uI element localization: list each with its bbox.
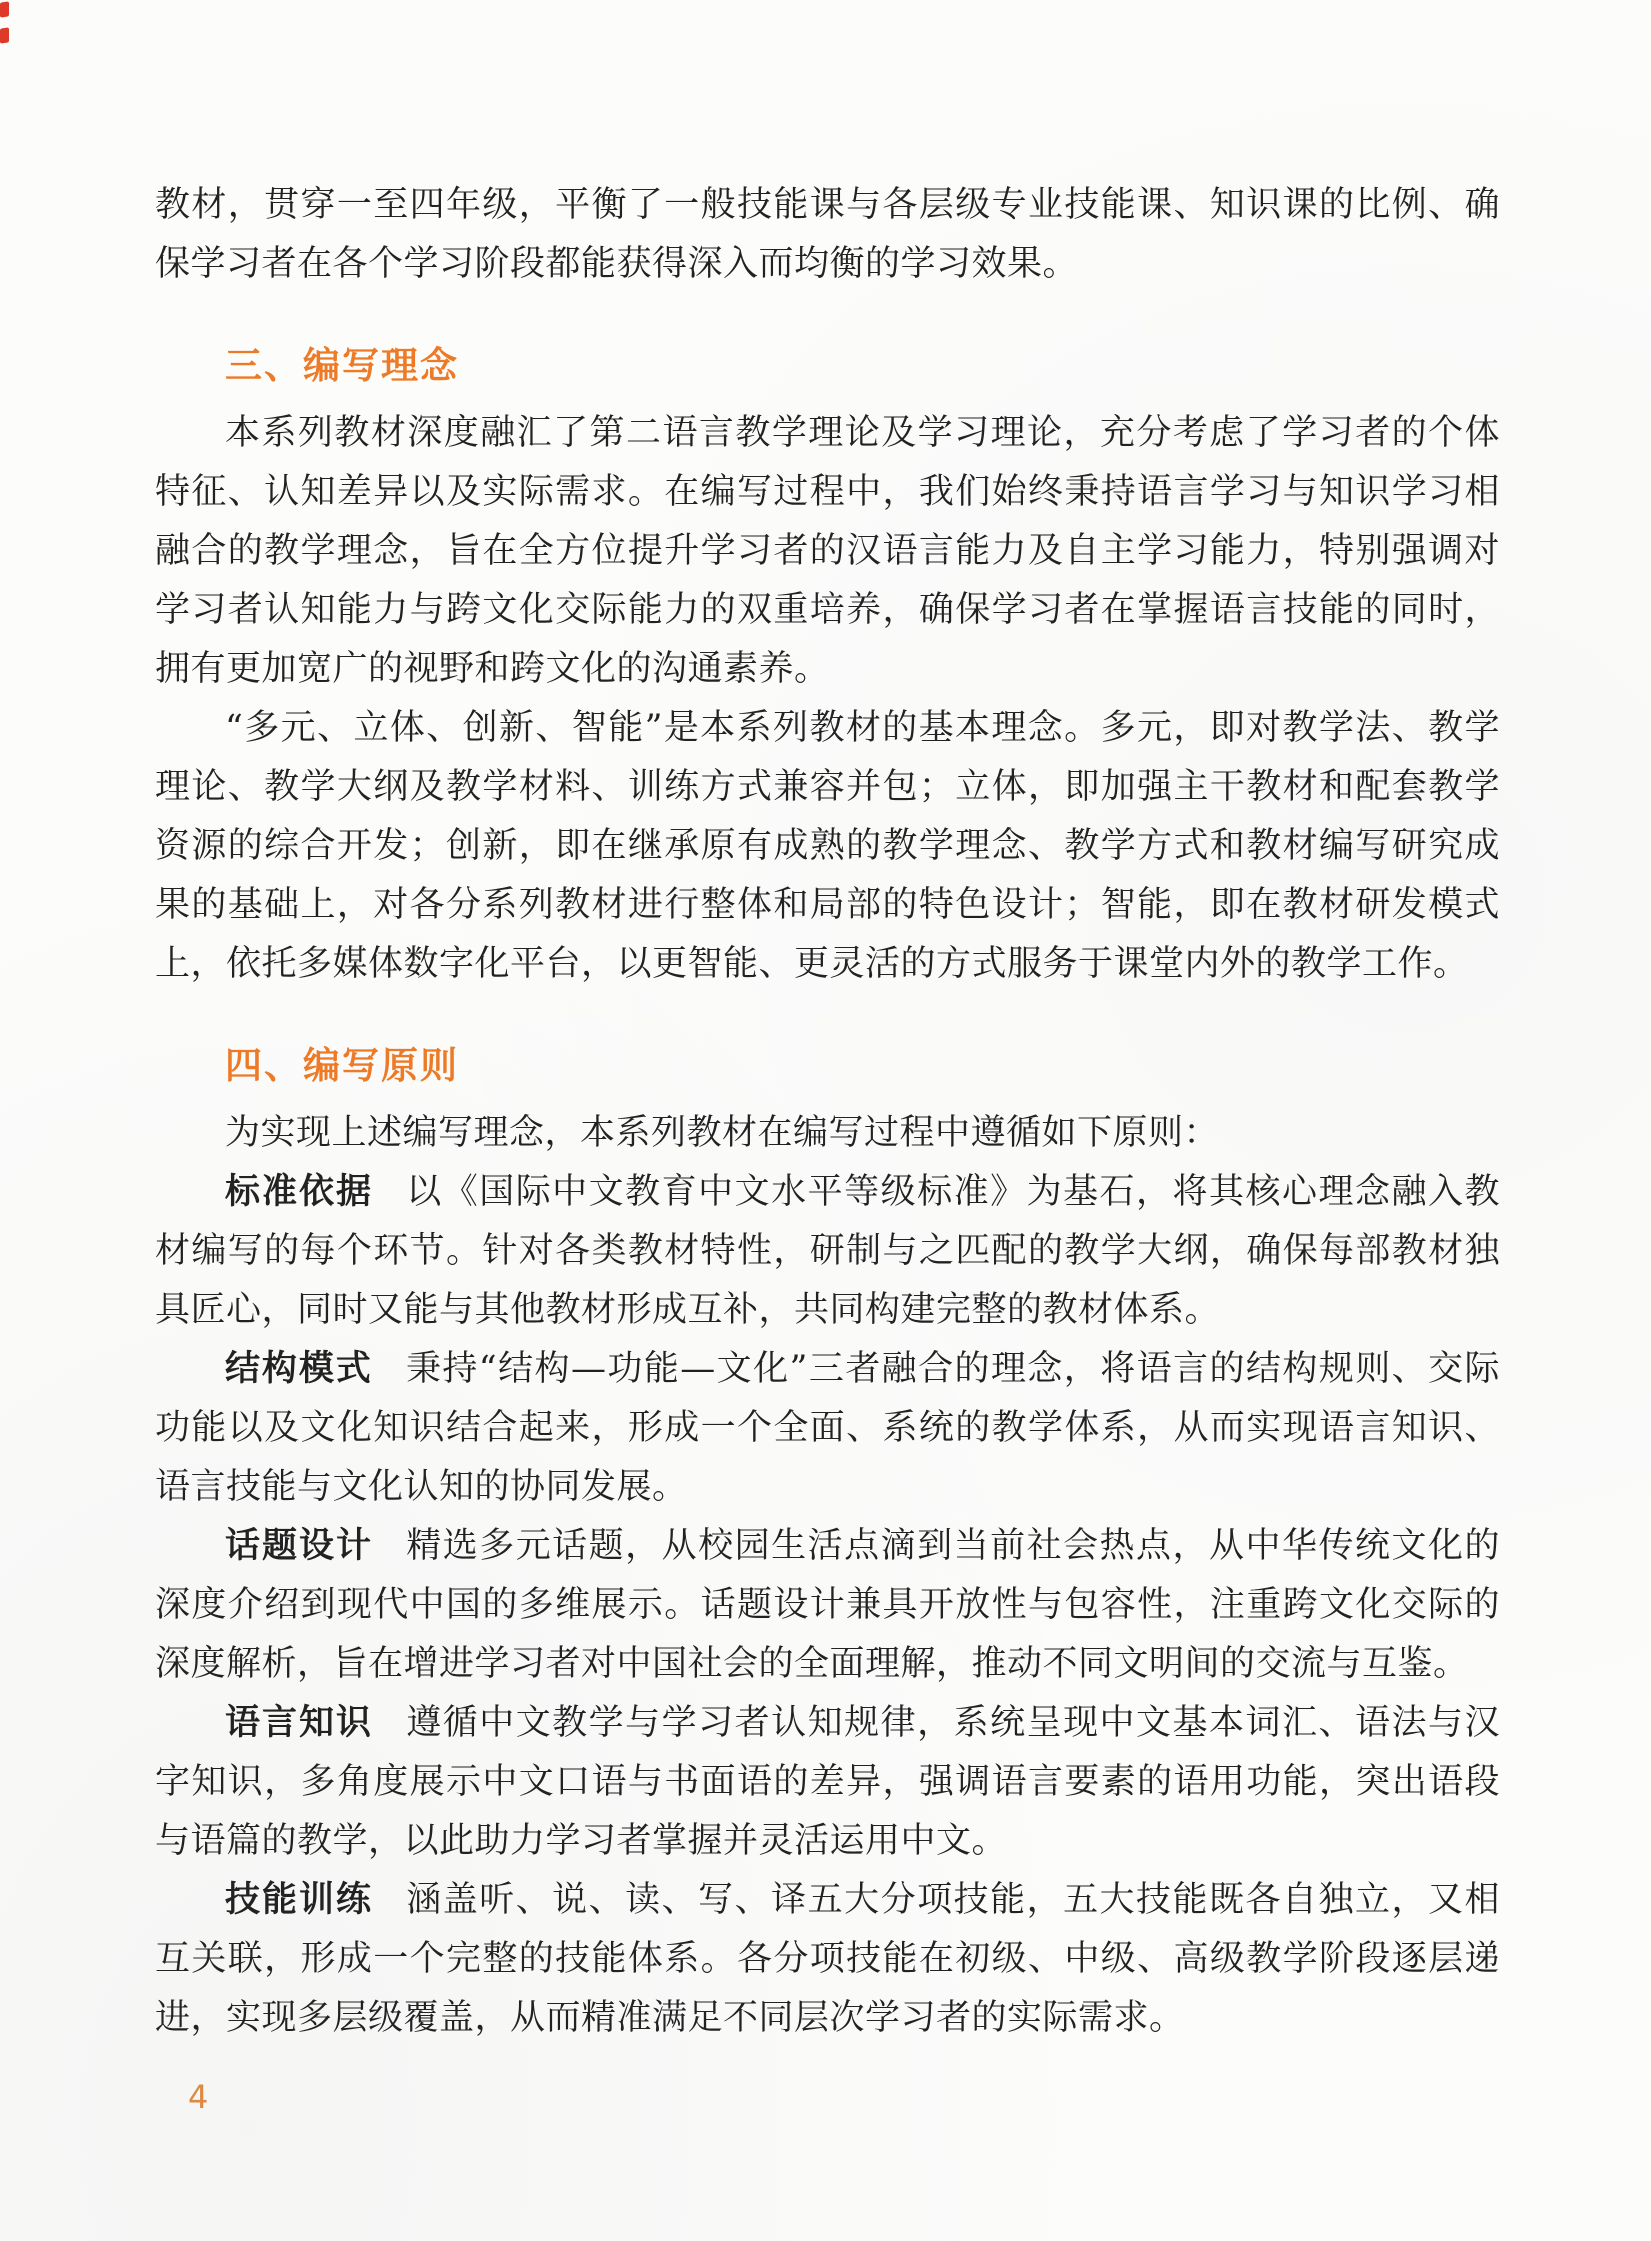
- principle-term: 技能训练: [225, 1880, 373, 1920]
- principle-paragraph: [155, 1694, 1500, 1871]
- principles-intro: 为实现上述编写理念，本系列教材在编写过程中遵循如下原则：: [225, 1113, 1220, 1153]
- section-heading-principles: 四、编写原则: [225, 1044, 459, 1087]
- principle-text: 以《国际中文教育中文水平等级标准》为基石，将其核心理念融入教材编写的每个环节。针对各类教材特性，研制与之匹配的教学大纲，确保每部教材独具匠心，同时又能与其他教材形成互补，共同构建完整的教材体系。: [155, 1172, 1500, 1330]
- philosophy-paragraph-2: “多元、立体、创新、智能”是本系列教材的基本理念。多元，即对教学法、教学理论、教学大纲及教学材料、训练方式兼容并包；立体，即加强主干教材和配套教学资源的综合开发；创新，即在继承原有成熟的教学理念、教学方式和教材编写研究成果的基础上，对各分系列教材进行整体和局部的特色设计；智能，即在教材研发模式上，依托多媒体数字化平台，以更智能、更灵活的方式服务于课堂内外的教学工作。: [155, 708, 1500, 984]
- philosophy-paragraph-1: 本系列教材深度融汇了第二语言教学理论及学习理论，充分考虑了学习者的个体特征、认知差异以及实际需求。在编写过程中，我们始终秉持语言学习与知识学习相融合的教学理念，旨在全方位提升学习者的汉语言能力及自主学习能力，特别强调对学习者认知能力与跨文化交际能力的双重培养，确保学习者在掌握语言技能的同时，拥有更加宽广的视野和跨文化的沟通素养。: [155, 413, 1500, 689]
- principle-paragraph: [155, 1163, 1500, 1340]
- principle-text: 精选多元话题，从校园生活点滴到当前社会热点，从中华传统文化的深度介绍到现代中国的多维展示。话题设计兼具开放性与包容性，注重跨文化交际的深度解析，旨在增进学习者对中国社会的全面理解，推动不同文明间的交流与互鉴。: [155, 1526, 1500, 1684]
- section-heading-philosophy: 三、编写理念: [225, 344, 459, 387]
- principle-paragraph: [155, 1517, 1500, 1694]
- principle-paragraph: [155, 1340, 1500, 1517]
- principle-term: 语言知识: [225, 1703, 373, 1743]
- red-dash-icon: [0, 27, 9, 43]
- continuation-paragraph: 教材，贯穿一至四年级，平衡了一般技能课与各层级专业技能课、知识课的比例、确保学习者在各个学习阶段都能获得深入而均衡的学习效果。: [155, 185, 1500, 284]
- principle-text: 秉持“结构—功能—文化”三者融合的理念，将语言的结构规则、交际功能以及文化知识结合起来，形成一个全面、系统的教学体系，从而实现语言知识、语言技能与文化认知的协同发展。: [155, 1349, 1500, 1507]
- page-content: [155, 176, 1500, 2048]
- principle-term: 标准依据: [225, 1172, 373, 1212]
- scan-corner-mark: [0, 2, 10, 50]
- page-number: 4: [188, 2078, 209, 2116]
- principle-term: 话题设计: [225, 1526, 373, 1566]
- red-dash-icon: [0, 1, 9, 17]
- principle-text: 涵盖听、说、读、写、译五大分项技能，五大技能既各自独立，又相互关联，形成一个完整的技能体系。各分项技能在初级、中级、高级教学阶段逐层递进，实现多层级覆盖，从而精准满足不同层次学习者的实际需求。: [155, 1880, 1500, 2038]
- principle-term: 结构模式: [225, 1349, 373, 1389]
- principle-text: 遵循中文教学与学习者认知规律，系统呈现中文基本词汇、语法与汉字知识，多角度展示中文口语与书面语的差异，强调语言要素的语用功能，突出语段与语篇的教学，以此助力学习者掌握并灵活运用中文。: [155, 1703, 1500, 1861]
- principle-paragraph: [155, 1871, 1500, 2048]
